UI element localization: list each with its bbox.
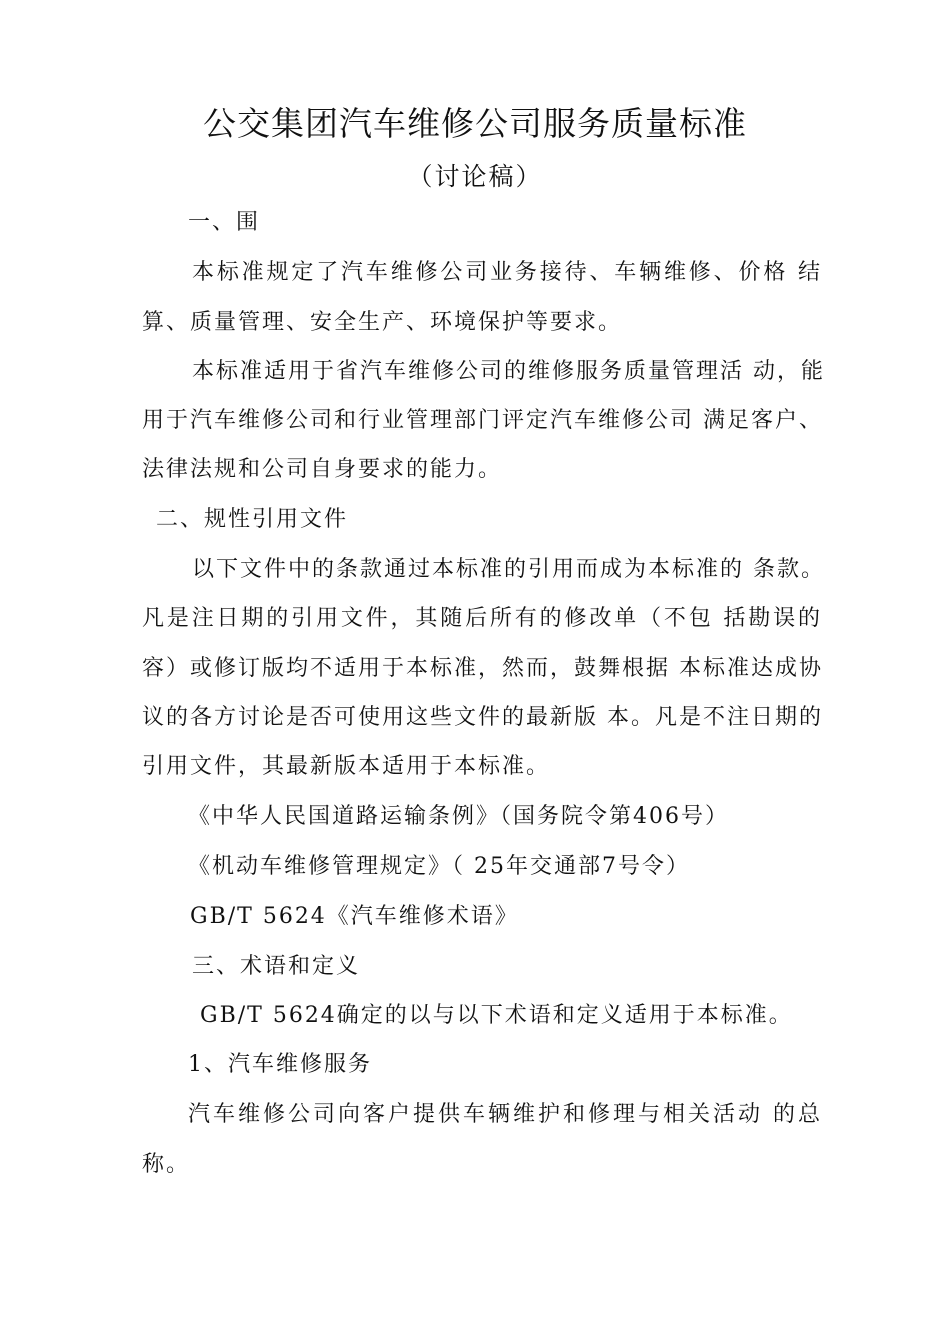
- reference-item: 《中华人民国道路运输条例》（国务院令第406号）: [188, 804, 729, 829]
- section-heading-terms: 三、术语和定义: [192, 954, 361, 979]
- paragraph-line: 汽车维修公司向客户提供车辆维护和修理与相关活动 的总: [188, 1102, 822, 1127]
- reference-item: GB/T 5624《汽车维修术语》: [190, 904, 519, 929]
- document-subtitle: （讨论稿）: [407, 162, 543, 191]
- term-heading: 1、汽车维修服务: [188, 1052, 372, 1077]
- paragraph-line: 算、质量管理、安全生产、环境保护等要求。: [142, 310, 623, 335]
- section-heading-scope: 一、围: [188, 210, 261, 235]
- paragraph-line: 凡是注日期的引用文件，其随后所有的修改单（不包 括勘误的: [142, 606, 822, 631]
- paragraph-line: 引用文件，其最新版本适用于本标准。: [142, 754, 551, 779]
- paragraph-line: 本标准适用于省汽车维修公司的维修服务质量管理活 动，能: [192, 359, 825, 384]
- section-heading-references: 二、规性引用文件: [156, 507, 349, 532]
- paragraph-line: 用于汽车维修公司和行业管理部门评定汽车维修公司 满足客户、: [142, 408, 823, 433]
- paragraph-line: 称。: [142, 1152, 191, 1177]
- document-title: 公交集团汽车维修公司服务质量标准: [203, 104, 747, 143]
- paragraph-line: 法律法规和公司自身要求的能力。: [142, 457, 503, 482]
- paragraph-line: 容）或修订版均不适用于本标准，然而，鼓舞根据 本标准达成协: [142, 656, 823, 681]
- paragraph-line: GB/T 5624确定的以与以下术语和定义适用于本标准。: [200, 1003, 793, 1028]
- paragraph-line: 本标准规定了汽车维修公司业务接待、车辆维修、价格 结: [192, 260, 822, 285]
- paragraph-line: 议的各方讨论是否可使用这些文件的最新版 本。凡是不注日期的: [142, 705, 823, 730]
- reference-item: 《机动车维修管理规定》（ 25年交通部7号令）: [188, 854, 690, 879]
- paragraph-line: 以下文件中的条款通过本标准的引用而成为本标准的 条款。: [192, 557, 825, 582]
